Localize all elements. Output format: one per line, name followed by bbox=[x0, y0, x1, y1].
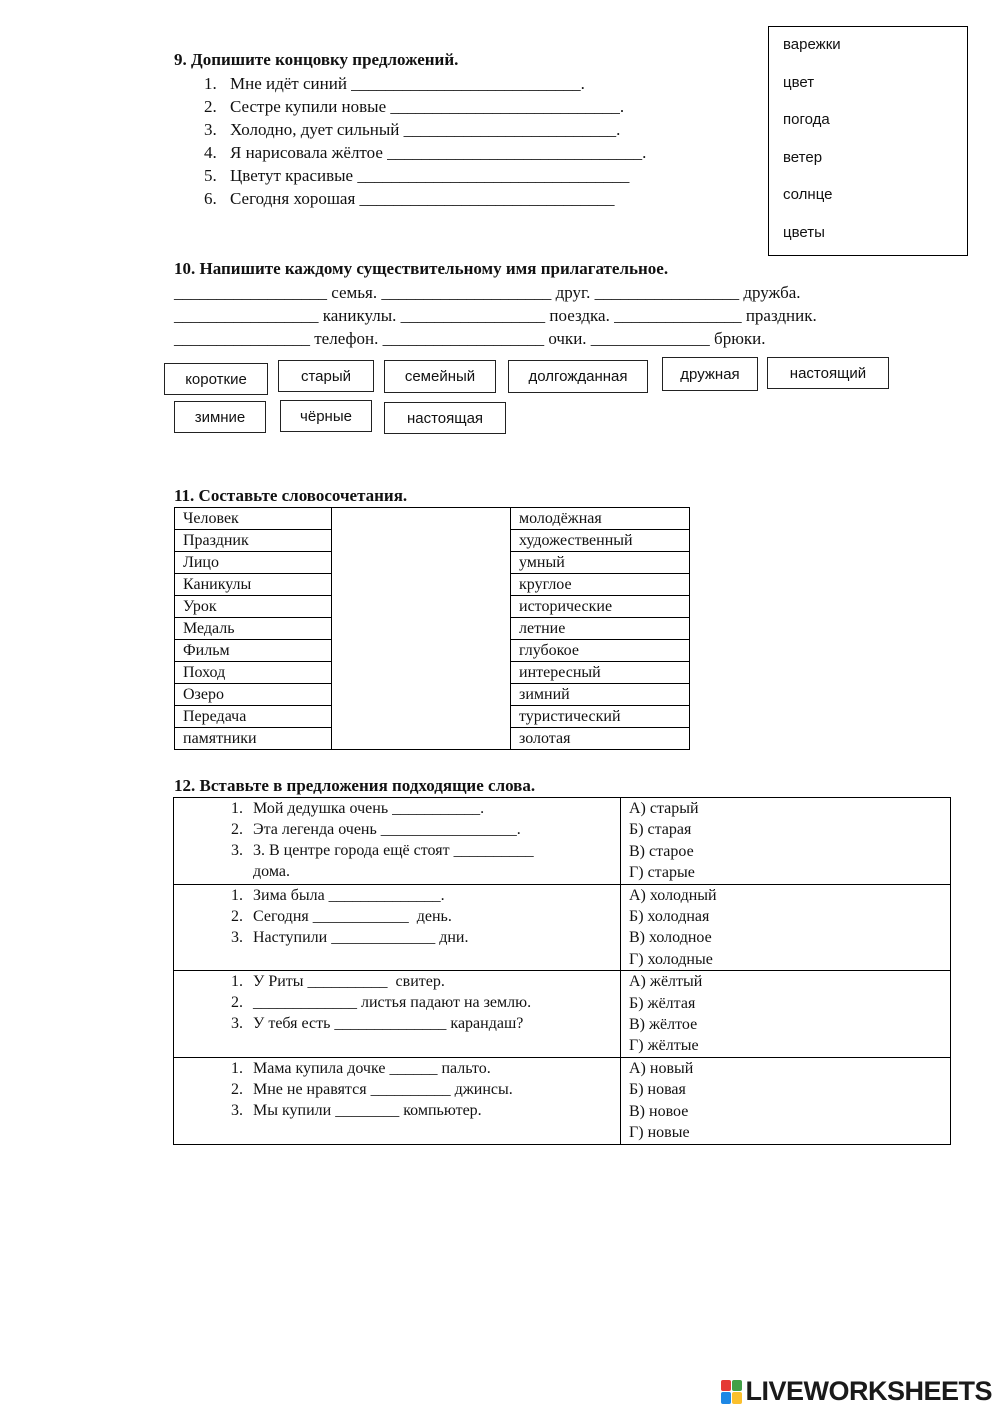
question-line[interactable]: 3. У тебя есть ______________ карандаш? bbox=[231, 1015, 524, 1033]
exercise-9-title: 9. Допишите концовку предложений. bbox=[174, 50, 459, 69]
word-pairs-table bbox=[174, 507, 690, 750]
adjective-tag[interactable]: долгожданная bbox=[508, 360, 648, 393]
ex10-line-2[interactable]: _________________ каникулы. _________________ поездка. _______________ праздник. bbox=[174, 306, 817, 325]
word-bank-item[interactable]: солнце bbox=[783, 186, 833, 203]
option[interactable]: Б) старая bbox=[629, 821, 692, 839]
noun-cell[interactable]: Каникулы bbox=[175, 574, 332, 596]
question-line[interactable]: 1. Мой дедушка очень ___________. bbox=[231, 800, 485, 817]
ex9-item-1[interactable]: 1. Мне идёт синий ___________________________. bbox=[204, 74, 585, 93]
noun-cell[interactable]: Передача bbox=[175, 706, 332, 728]
table-row bbox=[174, 884, 951, 971]
adjective-tag[interactable]: семейный bbox=[384, 360, 496, 393]
options-cell bbox=[621, 884, 951, 971]
questions-cell bbox=[174, 884, 621, 971]
question-line[interactable]: 3. Мы купили ________ компьютер. bbox=[231, 1101, 482, 1119]
adjective-cell[interactable]: исторические bbox=[511, 596, 690, 618]
option[interactable]: Б) жёлтая bbox=[629, 994, 696, 1012]
adjective-cell[interactable]: молодёжная bbox=[511, 508, 690, 530]
fill-in-table bbox=[173, 797, 951, 1145]
adjective-tag[interactable]: настоящая bbox=[384, 402, 506, 434]
adjective-cell[interactable]: летние bbox=[511, 618, 690, 640]
option[interactable]: В) старое bbox=[629, 842, 694, 860]
option[interactable]: А) старый bbox=[629, 800, 699, 817]
option[interactable]: В) новое bbox=[629, 1102, 689, 1120]
option[interactable]: Б) холодная bbox=[629, 908, 710, 926]
options-cell bbox=[621, 1057, 951, 1144]
adjective-cell[interactable]: умный bbox=[511, 552, 690, 574]
ex9-item-6[interactable]: 6. Сегодня хорошая ______________________________ bbox=[204, 189, 615, 208]
adjective-tag[interactable]: чёрные bbox=[280, 400, 372, 432]
noun-cell[interactable]: Медаль bbox=[175, 618, 332, 640]
options-cell bbox=[621, 971, 951, 1058]
noun-cell[interactable]: Урок bbox=[175, 596, 332, 618]
logo-text: LIVEWORKSHEETS bbox=[745, 1376, 992, 1406]
option[interactable]: В) жёлтое bbox=[629, 1016, 698, 1034]
adjective-cell[interactable]: художественный bbox=[511, 530, 690, 552]
noun-cell[interactable]: Озеро bbox=[175, 684, 332, 706]
question-line[interactable]: 2. _____________ листья падают на землю. bbox=[231, 994, 532, 1012]
ex9-item-2[interactable]: 2. Сестре купили новые ___________________________. bbox=[204, 97, 625, 116]
table-row bbox=[174, 798, 951, 885]
noun-cell[interactable]: Лицо bbox=[175, 552, 332, 574]
word-bank-item[interactable]: ветер bbox=[783, 149, 823, 166]
adjective-cell[interactable]: круглое bbox=[511, 574, 690, 596]
option[interactable]: В) холодное bbox=[629, 929, 712, 947]
question-line[interactable]: 2. Мне не нравятся __________ джинсы. bbox=[231, 1080, 513, 1098]
ex9-item-4[interactable]: 4. Я нарисовала жёлтое ______________________________. bbox=[204, 143, 647, 162]
ex9-item-5[interactable]: 5. Цветут красивые ________________________________ bbox=[204, 166, 630, 185]
word-bank-item[interactable]: погода bbox=[783, 111, 830, 128]
liveworksheets-logo bbox=[721, 1376, 992, 1407]
adjective-cell[interactable]: туристический bbox=[511, 706, 690, 728]
question-line[interactable]: 1. У Риты __________ свитер. bbox=[231, 973, 445, 991]
option[interactable]: Г) холодные bbox=[629, 950, 713, 968]
logo-icon bbox=[721, 1380, 741, 1404]
question-line[interactable]: 2. Сегодня ____________ день. bbox=[231, 907, 452, 925]
noun-cell[interactable]: памятники bbox=[175, 728, 332, 750]
word-bank-item[interactable]: варежки bbox=[783, 36, 841, 53]
question-line[interactable]: 3. 3. В центре города ещё стоят __________ bbox=[231, 842, 534, 859]
exercise-11-title: 11. Составьте словосочетания. bbox=[174, 486, 408, 505]
question-line[interactable]: 3. Наступили _____________ дни. bbox=[231, 928, 469, 946]
ex10-line-3[interactable]: ________________ телефон. ___________________ очки. ______________ брюки. bbox=[174, 329, 766, 348]
question-line: дома. bbox=[253, 863, 290, 880]
adjective-cell[interactable]: глубокое bbox=[511, 640, 690, 662]
adjective-cell[interactable]: интересный bbox=[511, 662, 690, 684]
question-line[interactable]: 1. Зима была ______________. bbox=[231, 886, 445, 904]
option[interactable]: Г) старые bbox=[629, 864, 695, 882]
table-row bbox=[174, 971, 951, 1058]
option[interactable]: А) жёлтый bbox=[629, 973, 703, 991]
exercise-10-title: 10. Напишите каждому существительному имя прилагательное. bbox=[174, 259, 669, 278]
ex9-item-3[interactable]: 3. Холодно, дует сильный _________________________. bbox=[204, 120, 621, 139]
adjective-cell[interactable]: зимний bbox=[511, 684, 690, 706]
adjective-tag[interactable]: короткие bbox=[164, 363, 268, 395]
word-bank-box bbox=[768, 26, 968, 256]
questions-cell bbox=[174, 971, 621, 1058]
word-bank-item[interactable]: цвет bbox=[783, 74, 815, 91]
noun-cell[interactable]: Праздник bbox=[175, 530, 332, 552]
question-line[interactable]: 1. Мама купила дочке ______ пальто. bbox=[231, 1059, 491, 1077]
adjective-tag[interactable]: старый bbox=[278, 360, 374, 392]
question-line[interactable]: 2. Эта легенда очень _________________. bbox=[231, 821, 521, 838]
questions-cell bbox=[174, 798, 621, 885]
word-bank-item[interactable]: цветы bbox=[783, 224, 825, 241]
adjective-cell[interactable]: золотая bbox=[511, 728, 690, 750]
adjective-tag[interactable]: зимние bbox=[174, 401, 266, 433]
option[interactable]: Г) новые bbox=[629, 1124, 690, 1142]
adjective-tag[interactable]: дружная bbox=[662, 357, 758, 391]
options-cell bbox=[621, 798, 951, 885]
option[interactable]: А) новый bbox=[629, 1059, 694, 1077]
option[interactable]: А) холодный bbox=[629, 886, 717, 904]
option[interactable]: Б) новая bbox=[629, 1081, 686, 1099]
questions-cell bbox=[174, 1057, 621, 1144]
noun-cell[interactable]: Фильм bbox=[175, 640, 332, 662]
option[interactable]: Г) жёлтые bbox=[629, 1037, 699, 1055]
ex10-line-1[interactable]: __________________ семья. ____________________ друг. _________________ дружба. bbox=[174, 283, 801, 302]
exercise-12-title: 12. Вставьте в предложения подходящие слова. bbox=[174, 776, 536, 795]
noun-cell[interactable]: Поход bbox=[175, 662, 332, 684]
adjective-tag[interactable]: настоящий bbox=[767, 357, 889, 389]
answer-area[interactable] bbox=[332, 508, 511, 750]
table-row bbox=[174, 1057, 951, 1144]
noun-cell[interactable]: Человек bbox=[175, 508, 332, 530]
